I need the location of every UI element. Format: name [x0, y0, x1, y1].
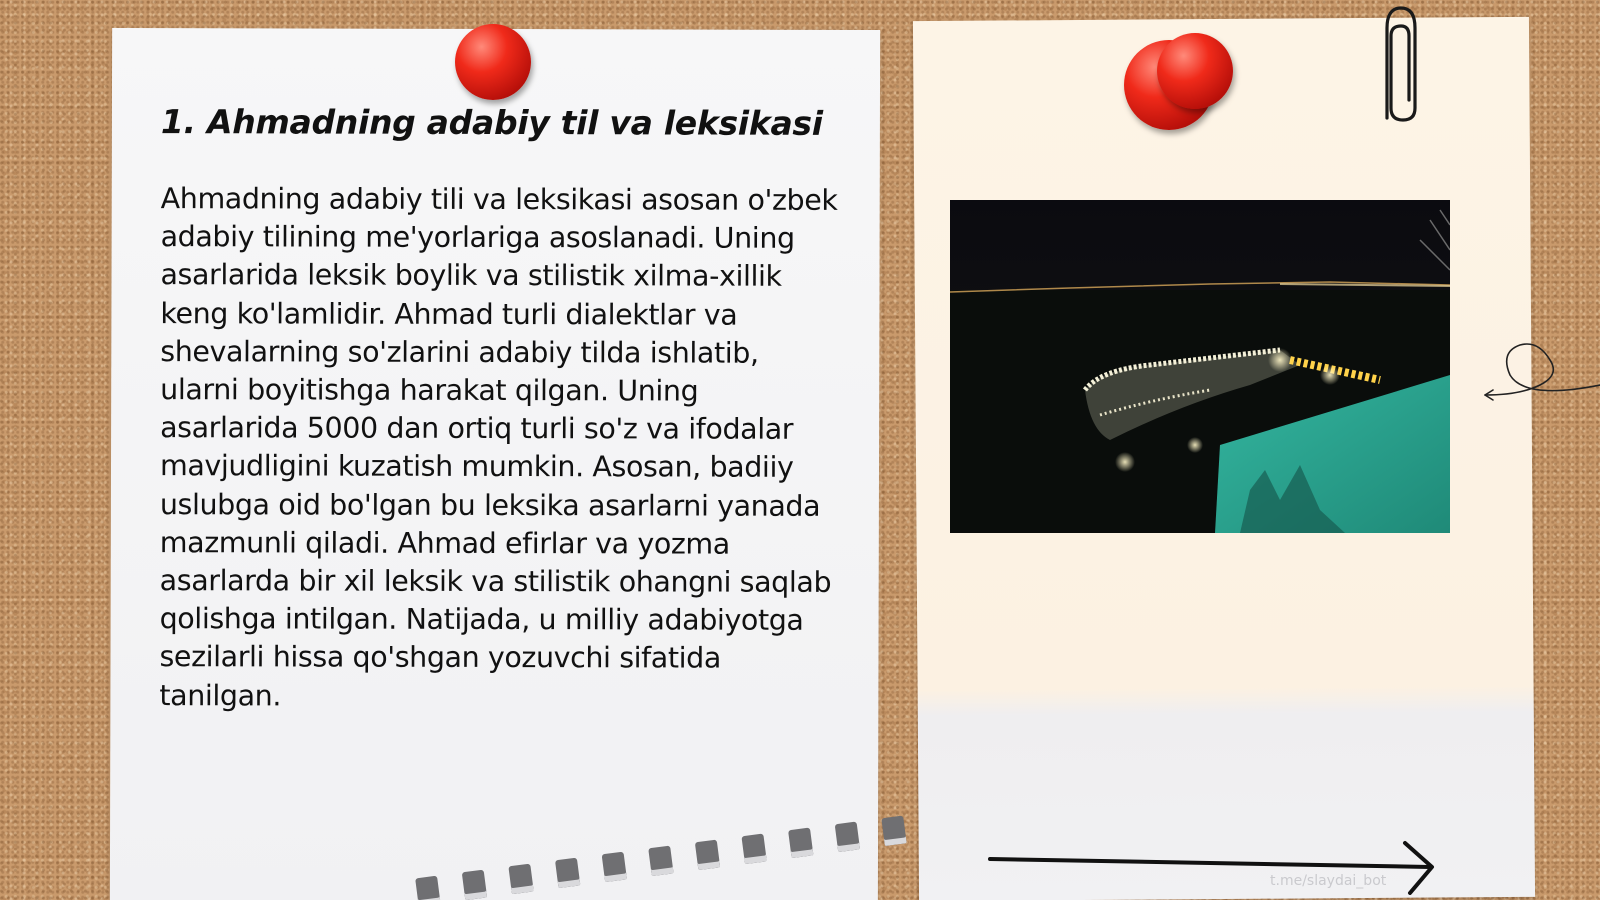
slide-title: 1. Ahmadning adabiy til va leksikasi: [160, 102, 823, 143]
push-pin-icon: [455, 24, 531, 100]
spiral-binding: [410, 766, 988, 900]
paperclip-icon: [1373, 0, 1423, 125]
push-pin-icon: [1157, 33, 1233, 109]
watermark-text: t.me/slaydai_bot: [1270, 873, 1387, 889]
night-harbor-photo: [950, 200, 1450, 533]
slide-body-text: Ahmadning adabiy tili va leksikasi asosan o'zbek adabiy tilining me'yorlariga asoslanadi. Uning asarlarida leksik boylik va stilistik xilma-xillik keng ko'lamlidir. Ahmad turli dialektlar va shevalarning so'zlarini adabiy tilda ishlatib, ularni boyitishga harakat qilgan. Uning asarlarida 5000 dan ortiq turli so'z va ifodalar mavjudligini kuzatish mumkin. Asosan, badiiy uslubga oid bo'lgan bu leksika asarlarni yanada mazmunli qiladi. Ahmad efirlar va yozma asarlarda bir xil leksik va stilistik ohangni saqlab qolishga intilgan. Natijada, u milliy adabiyotga sezilarli hissa qo'shgan yozuvchi sifatida tanilgan.: [159, 182, 838, 713]
loop-arrow-doodle: [1480, 310, 1600, 410]
left-note-card: [110, 28, 880, 900]
